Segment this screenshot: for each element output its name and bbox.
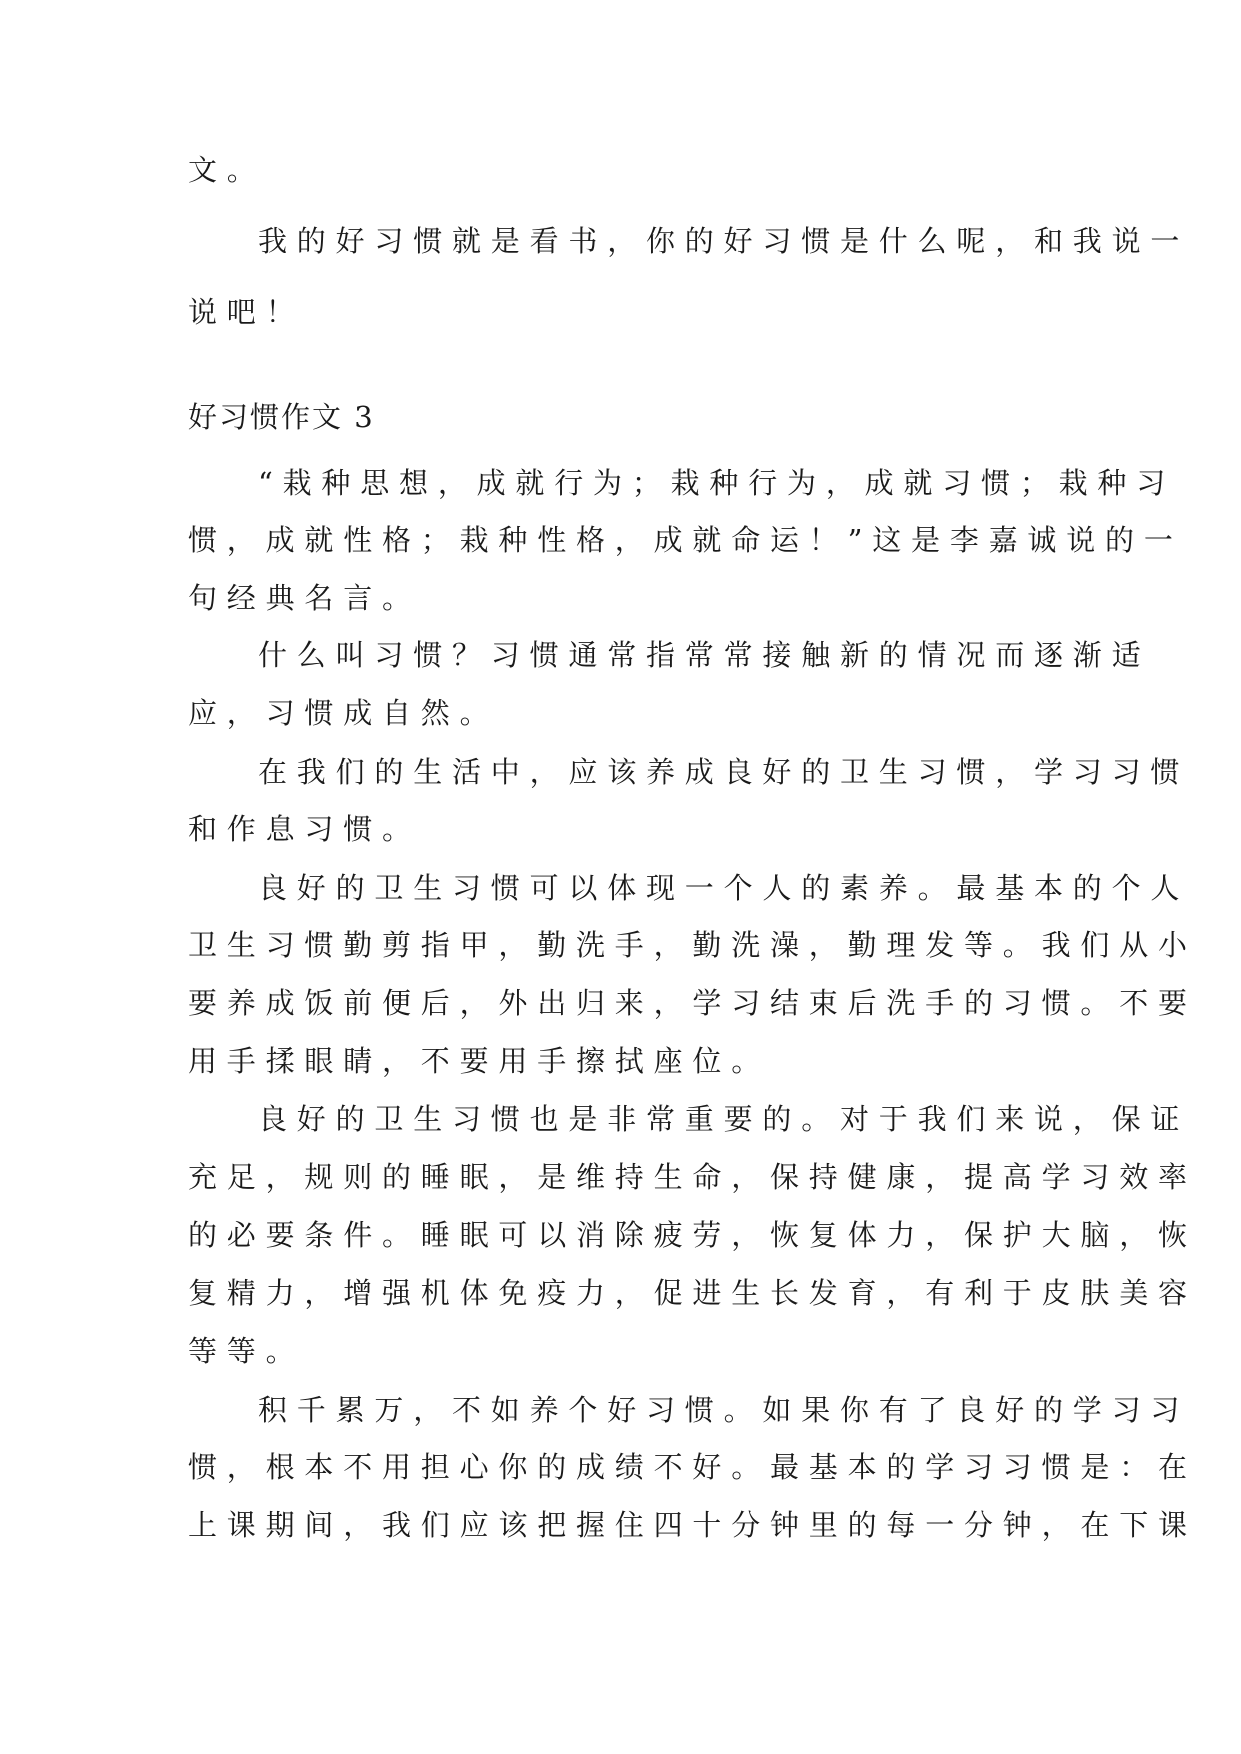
- text-line: 用手揉眼睛，不要用手擦拭座位。: [188, 1044, 771, 1078]
- paragraph-first-line: 我的好习惯就是看书，你的好习惯是什么呢，和我说一: [258, 224, 1190, 258]
- text-line: 和作息习惯。: [188, 812, 421, 846]
- text-line: 惯，成就性格；栽种性格，成就命运！”这是李嘉诚说的一: [188, 523, 1183, 557]
- paragraph-first-line: 积千累万，不如养个好习惯。如果你有了良好的学习习: [258, 1393, 1190, 1427]
- text-line: 要养成饭前便后，外出归来，学习结束后洗手的习惯。不要: [188, 986, 1197, 1020]
- text-line: 应，习惯成自然。: [188, 696, 499, 730]
- paragraph-first-line: 良好的卫生习惯也是非常重要的。对于我们来说，保证: [258, 1102, 1190, 1136]
- paragraph-first-line: 在我们的生活中，应该养成良好的卫生习惯，学习习惯: [258, 755, 1190, 789]
- text-line: 句经典名言。: [188, 581, 421, 615]
- text-line: 说吧！: [188, 295, 305, 329]
- paragraph-first-line: 什么叫习惯？习惯通常指常常接触新的情况而逐渐适: [258, 638, 1151, 672]
- text-line: 等等。: [188, 1334, 305, 1368]
- paragraph-first-line: 良好的卫生习惯可以体现一个人的素养。最基本的个人: [258, 871, 1190, 905]
- text-line: 文。: [188, 153, 266, 187]
- text-line: 的必要条件。睡眠可以消除疲劳，恢复体力，保护大脑，恢: [188, 1218, 1197, 1252]
- text-line: 复精力，增强机体免疫力，促进生长发育，有利于皮肤美容: [188, 1276, 1197, 1310]
- paragraph-first-line: “栽种思想，成就行为；栽种行为，成就习惯；栽种习: [258, 466, 1176, 500]
- text-line: 上课期间，我们应该把握住四十分钟里的每一分钟，在下课: [188, 1508, 1197, 1542]
- section-heading: 好习惯作文 3: [188, 400, 375, 434]
- text-line: 卫生习惯勤剪指甲，勤洗手，勤洗澡，勤理发等。我们从小: [188, 928, 1197, 962]
- text-line: 充足，规则的睡眠，是维持生命，保持健康，提高学习效率: [188, 1160, 1197, 1194]
- text-line: 惯，根本不用担心你的成绩不好。最基本的学习习惯是：在: [188, 1450, 1197, 1484]
